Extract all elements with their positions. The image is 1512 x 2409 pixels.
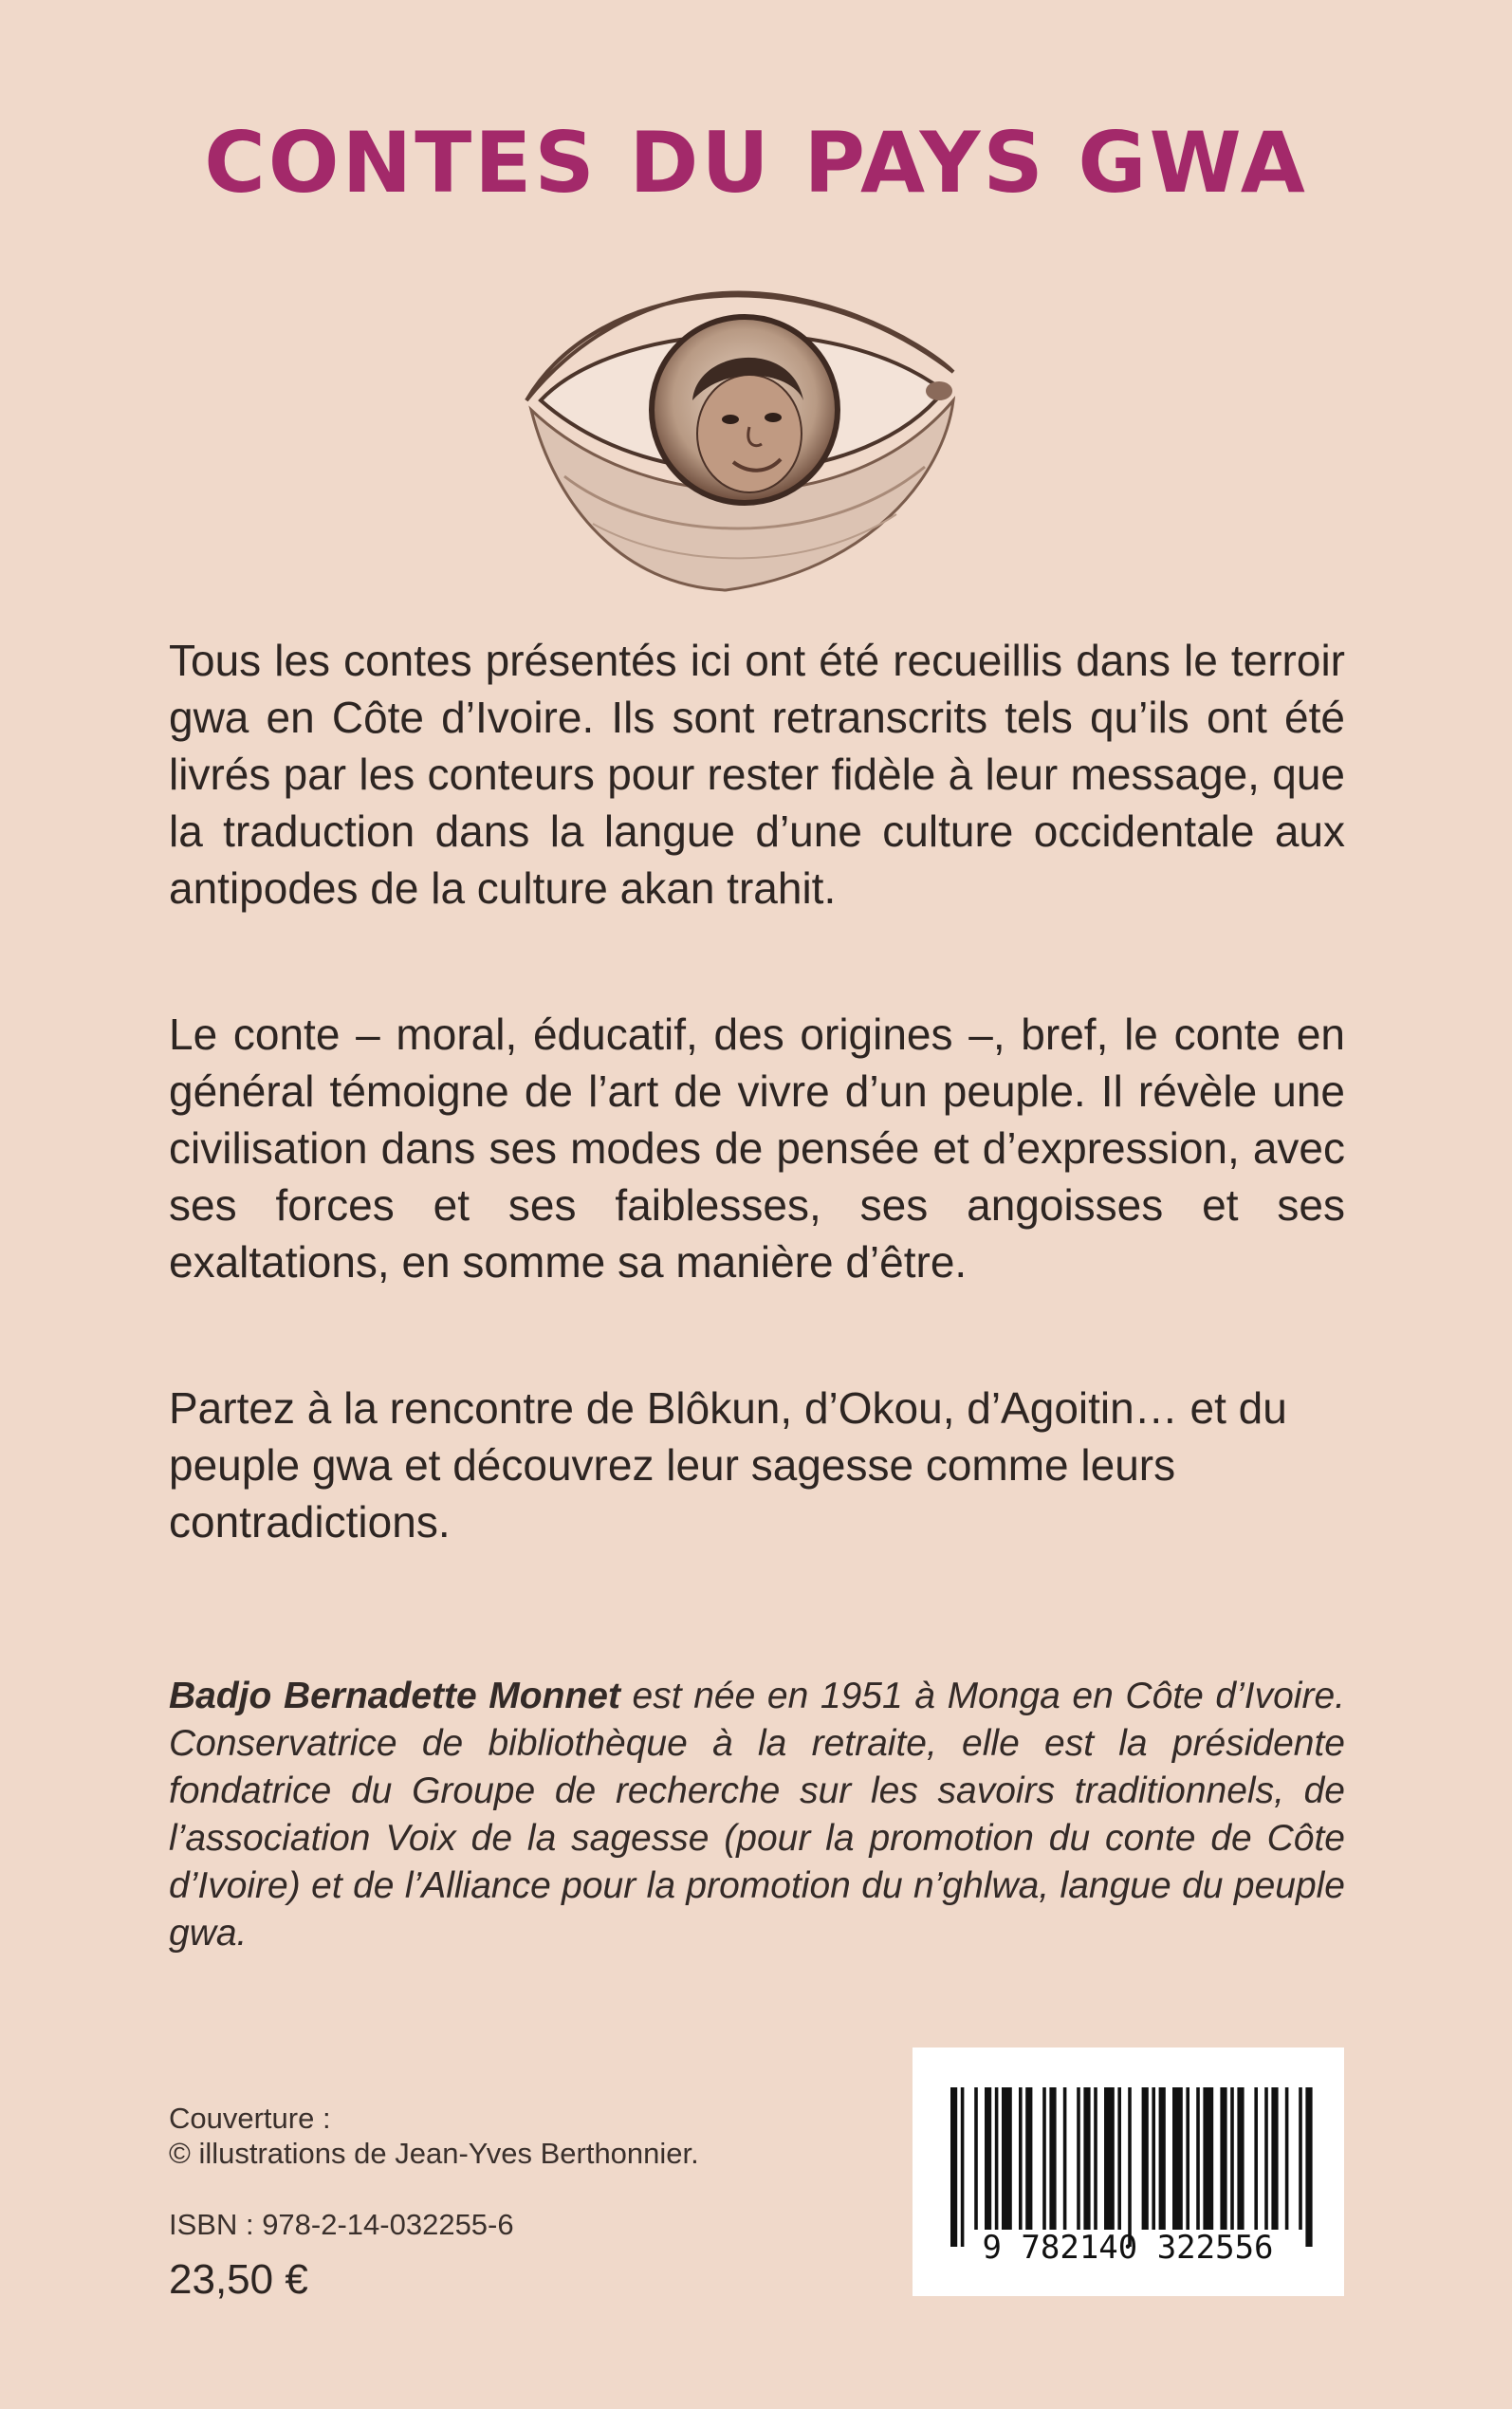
description-paragraph-3: Partez à la rencontre de Blôkun, d’Okou, d’Agoitin… et du peuple gwa et découvrez leur sagesse comme leurs contradictions. bbox=[169, 1383, 1287, 1547]
barcode-bar bbox=[1203, 2087, 1213, 2230]
barcode-bar bbox=[1104, 2087, 1115, 2230]
barcode-bar bbox=[1019, 2087, 1023, 2230]
barcode-bar bbox=[1077, 2087, 1080, 2230]
barcode-bars bbox=[913, 2048, 1344, 2296]
barcode-bar bbox=[950, 2087, 957, 2247]
cover-label: Couverture : bbox=[169, 2102, 331, 2135]
barcode-bar bbox=[995, 2087, 999, 2230]
price: 23,50 € bbox=[169, 2256, 308, 2303]
barcode-bar bbox=[1196, 2087, 1200, 2230]
author-name: Badjo Bernadette Monnet bbox=[169, 1676, 620, 1716]
description-paragraph-2: Le conte – moral, éducatif, des origines –, bref, le conte en général témoigne de l’art de vivre d’un peuple. Il révèle une civilisation dans ses modes de pensée et d’expression, avec ses forces et ses faiblesses, ses angoisses et ses exaltations, en somme sa manière d’être. bbox=[169, 1010, 1345, 1287]
barcode-bar bbox=[1049, 2087, 1056, 2230]
barcode-bar bbox=[1128, 2087, 1132, 2247]
barcode-bar bbox=[961, 2087, 965, 2247]
barcode-bar bbox=[1220, 2087, 1226, 2230]
barcode-bar bbox=[1083, 2087, 1090, 2230]
barcode-bar bbox=[1264, 2087, 1268, 2230]
description-paragraph-1: Tous les contes présentés ici ont été recueillis dans le terroir gwa en Côte d’Ivoire. Ils sont retranscrits tels qu’ils ont été livrés par les conteurs pour rester fidèle à leur message, que la traduction dans la langue d’une culture occidentale aux antipodes de la culture akan trahit. bbox=[169, 636, 1345, 913]
barcode-bar bbox=[1063, 2087, 1067, 2230]
barcode-bar bbox=[1237, 2087, 1244, 2230]
barcode-bar bbox=[1254, 2087, 1258, 2230]
barcode-bar bbox=[1186, 2087, 1189, 2230]
author-bio bbox=[169, 1673, 1345, 1957]
barcode-bar bbox=[1117, 2087, 1121, 2230]
barcode-bar bbox=[1159, 2087, 1166, 2230]
barcode bbox=[913, 2048, 1344, 2296]
barcode-bar bbox=[1025, 2087, 1032, 2230]
eye-illustration bbox=[507, 258, 982, 600]
barcode-bar bbox=[1152, 2087, 1155, 2230]
barcode-bar bbox=[974, 2087, 978, 2230]
barcode-bar bbox=[1305, 2087, 1312, 2247]
barcode-bar bbox=[1271, 2087, 1278, 2230]
barcode-digits: 9 782140 322556 bbox=[982, 2229, 1274, 2267]
barcode-bar bbox=[1230, 2087, 1234, 2230]
barcode-bar bbox=[1002, 2087, 1012, 2230]
isbn: ISBN : 978-2-14-032255-6 bbox=[169, 2208, 514, 2241]
barcode-bar bbox=[1299, 2087, 1302, 2230]
barcode-bar bbox=[1285, 2087, 1289, 2230]
cover-credits bbox=[169, 2101, 699, 2171]
barcode-bar bbox=[1142, 2087, 1149, 2230]
barcode-bar bbox=[1172, 2087, 1183, 2230]
barcode-bar bbox=[985, 2087, 991, 2230]
barcode-bar bbox=[1094, 2087, 1097, 2230]
barcode-bar bbox=[1042, 2087, 1046, 2230]
book-title: CONTES DU PAYS GWA bbox=[204, 114, 1308, 212]
author-bio-text: est née en 1951 à Monga en Côte d’Ivoire. Conservatrice de bibliothèque à la retraite, elle est la présidente fondatrice du Groupe de recherche sur les savoirs traditionnels, de l’association Voix de la sagesse (pour la promotion du conte de Côte d’Ivoire) et de l’Alliance pour la promotion du n’ghlwa, langue du peuple gwa. bbox=[169, 1676, 1345, 1954]
cover-credit: © illustrations de Jean-Yves Berthonnier. bbox=[169, 2137, 699, 2170]
